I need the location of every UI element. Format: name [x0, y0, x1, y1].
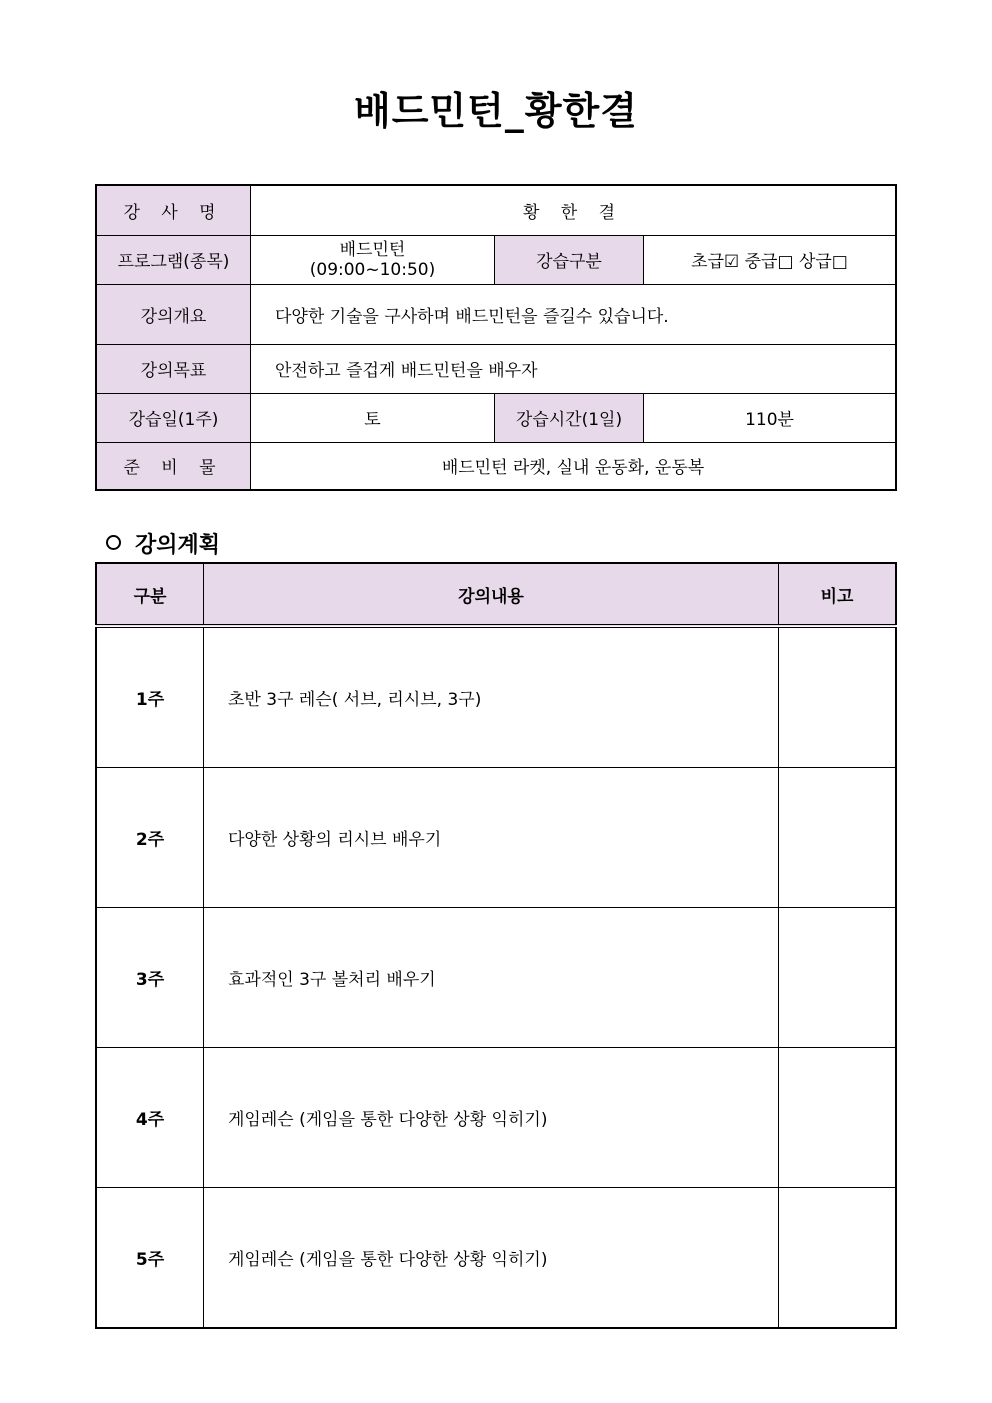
- time-label: 강습시간(1일): [495, 393, 644, 442]
- section-title: 강의계획: [135, 533, 221, 558]
- table-row: [96, 908, 896, 1048]
- content-cell: 게임레슨 (게임을 통한 다양한 상황 익히기): [204, 1188, 779, 1329]
- program-name: 배드민턴: [339, 239, 406, 260]
- section-heading: [106, 528, 220, 559]
- header-note: 비고: [779, 563, 897, 626]
- lesson-plan-table: [95, 562, 897, 1329]
- header-content: 강의내용: [204, 563, 779, 626]
- week-cell: 3주: [96, 908, 204, 1048]
- note-cell: [779, 626, 897, 768]
- goal-label: 강의목표: [96, 344, 251, 393]
- day-label: 강습일(1주): [96, 393, 251, 442]
- header-week: 구분: [96, 563, 204, 626]
- instructor-label: 강 사 명: [96, 185, 251, 235]
- instructor-value: 황 한 결: [251, 185, 897, 235]
- week-cell: 5주: [96, 1188, 204, 1329]
- content-cell: 다양한 상황의 리시브 배우기: [204, 768, 779, 908]
- content-cell: 초반 3구 레슨( 서브, 리시브, 3구): [204, 626, 779, 768]
- table-row: [96, 1188, 896, 1329]
- supplies-label: 준 비 물: [96, 442, 251, 490]
- week-cell: 1주: [96, 626, 204, 768]
- page-title: 배드민턴_황한결: [354, 89, 638, 133]
- supplies-value: 배드민턴 라켓, 실내 운동화, 운동복: [251, 442, 897, 490]
- content-cell: 게임레슨 (게임을 통한 다양한 상황 익히기): [204, 1048, 779, 1188]
- table-row: [96, 626, 896, 768]
- week-cell: 4주: [96, 1048, 204, 1188]
- circle-bullet-icon: [106, 535, 121, 550]
- note-cell: [779, 1188, 897, 1329]
- time-value: 110분: [644, 393, 897, 442]
- note-cell: [779, 768, 897, 908]
- goal-value: 안전하고 즐겁게 배드민턴을 배우자: [251, 344, 897, 393]
- content-cell: 효과적인 3구 볼처리 배우기: [204, 908, 779, 1048]
- week-cell: 2주: [96, 768, 204, 908]
- level-value: 초급☑ 중급□ 상급□: [644, 235, 897, 284]
- overview-label: 강의개요: [96, 284, 251, 344]
- overview-value: 다양한 기술을 구사하며 배드민턴을 즐길수 있습니다.: [251, 284, 897, 344]
- course-info-table: [95, 184, 897, 491]
- program-value: [251, 235, 495, 284]
- note-cell: [779, 1048, 897, 1188]
- program-hours: (09:00~10:50): [309, 259, 436, 280]
- table-row: [96, 1048, 896, 1188]
- day-value: 토: [251, 393, 495, 442]
- program-label: 프로그램(종목): [96, 235, 251, 284]
- level-label: 강습구분: [495, 235, 644, 284]
- note-cell: [779, 908, 897, 1048]
- table-row: [96, 768, 896, 908]
